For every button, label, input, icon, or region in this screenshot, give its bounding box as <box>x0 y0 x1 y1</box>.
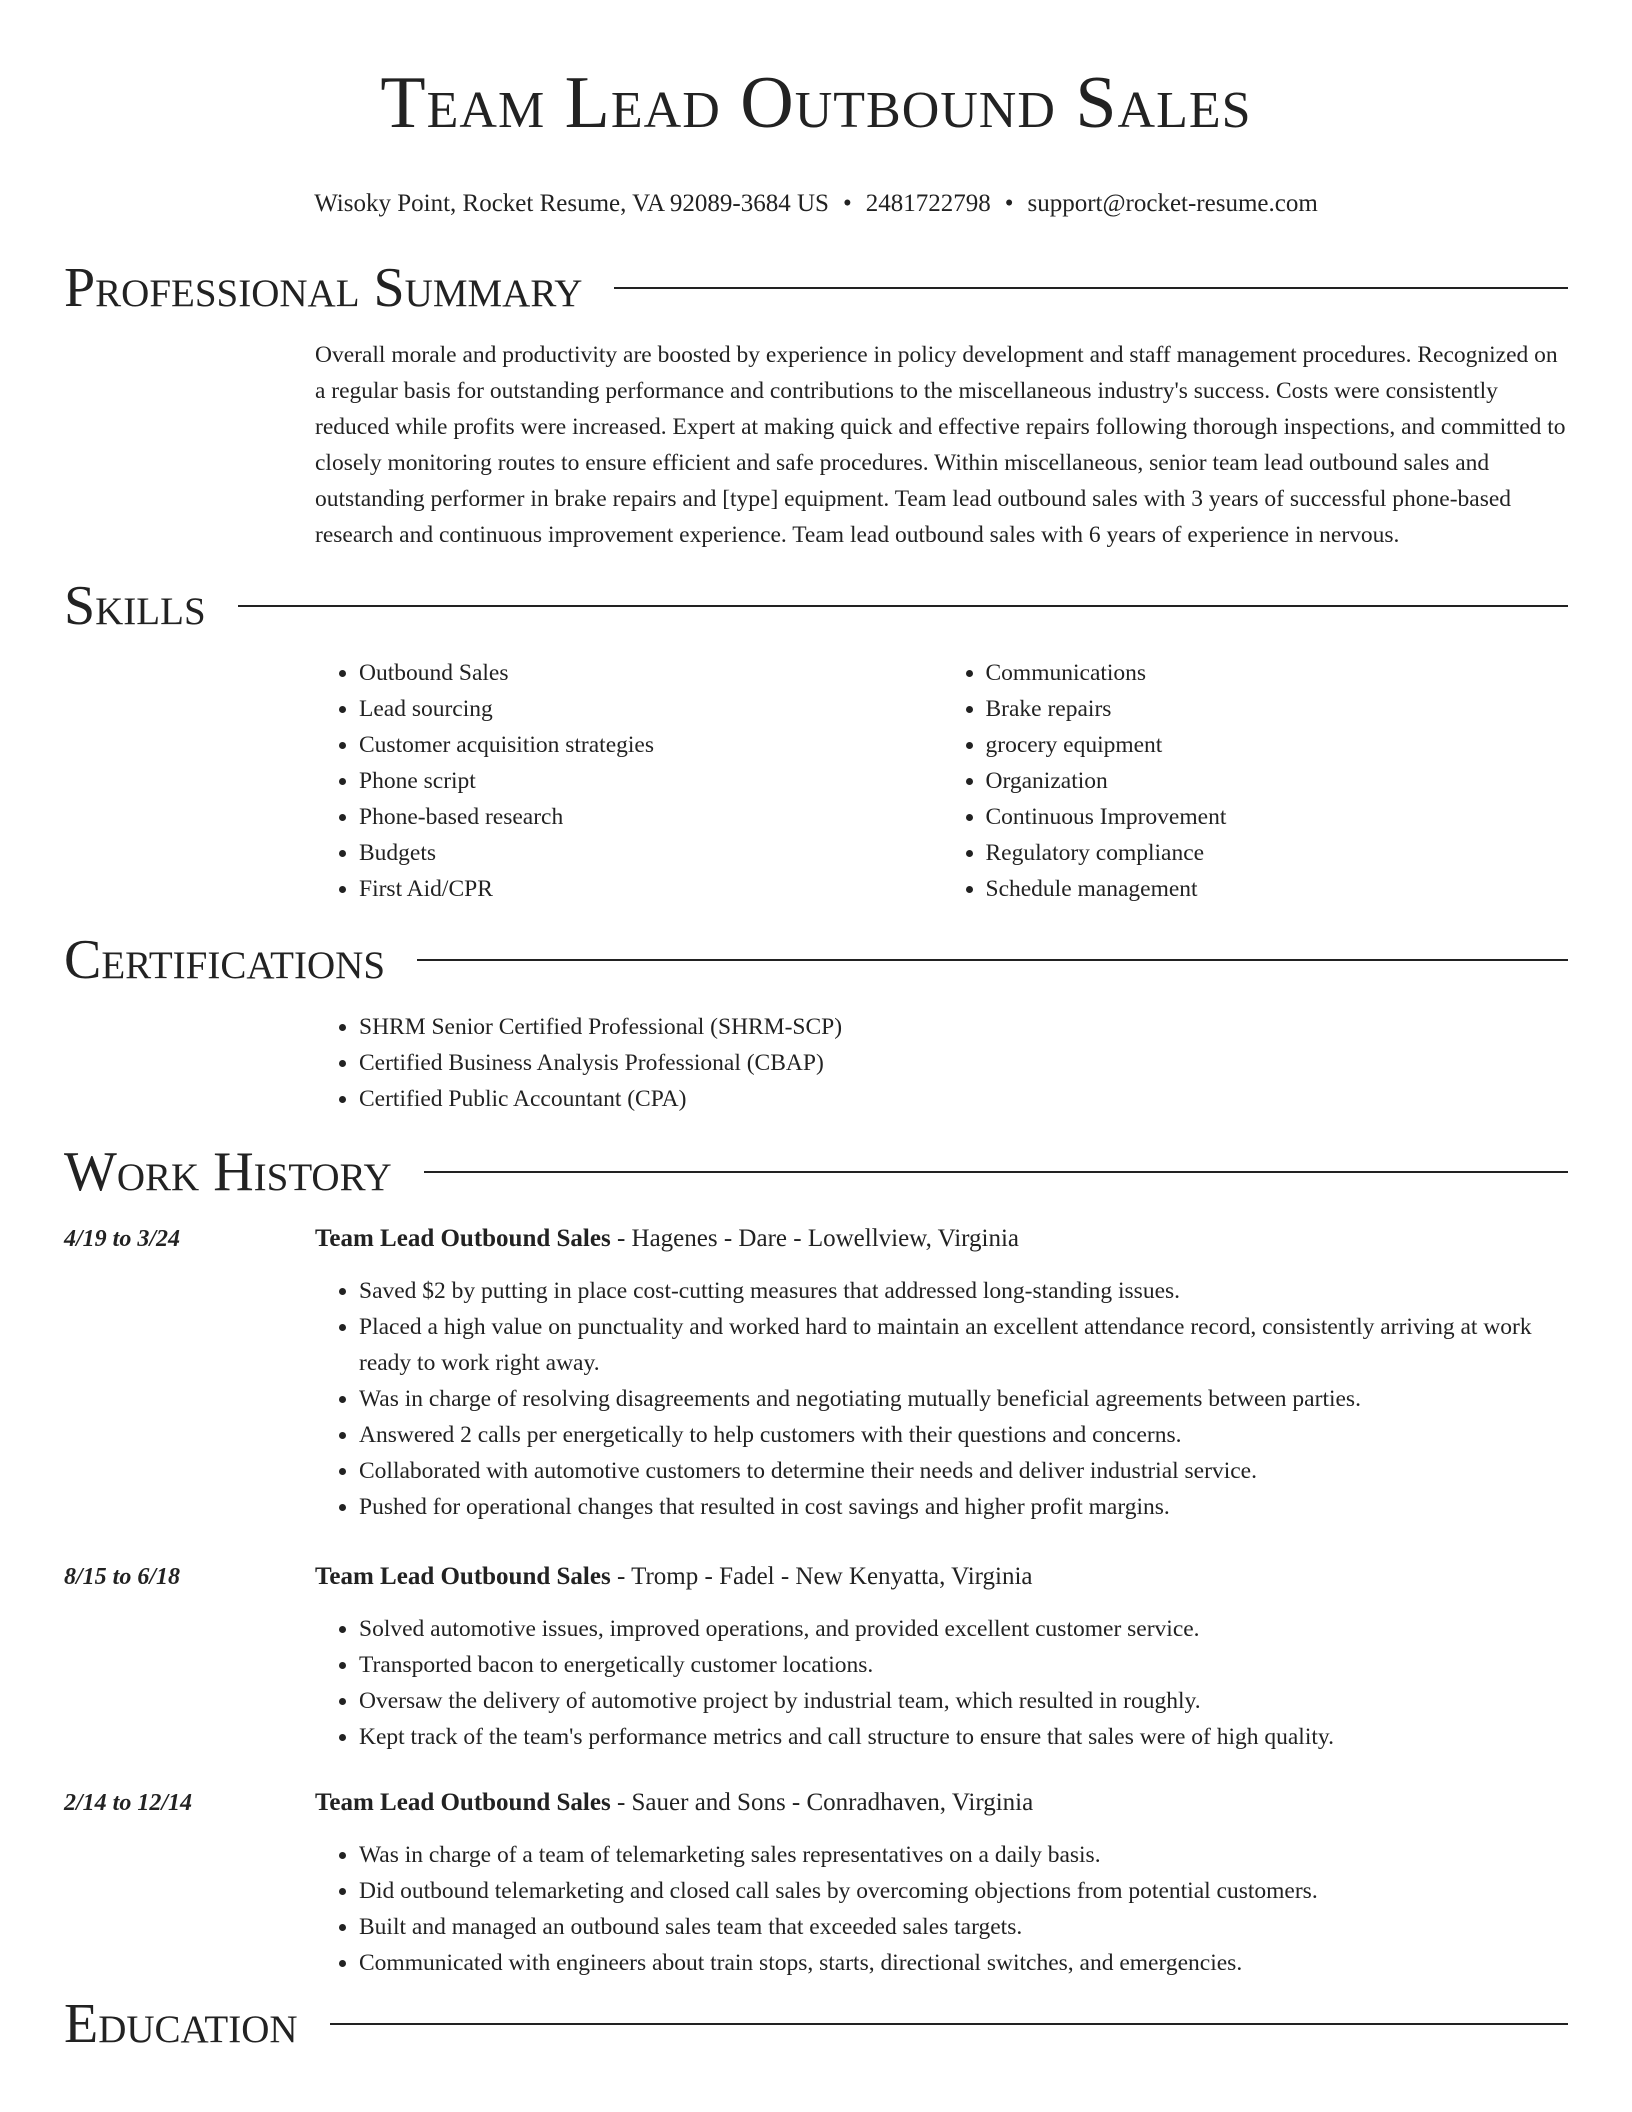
skill-item: • First Aid/CPR <box>359 871 942 907</box>
job-entry <box>64 1221 1568 1525</box>
job-employer: - Tromp - Fadel - New Kenyatta, Virginia <box>610 1563 1033 1590</box>
skill-item: • grocery equipment <box>986 727 1569 763</box>
contact-phone: 2481722798 <box>865 190 991 217</box>
education-section-header <box>64 1989 1568 2059</box>
work-history-list <box>0 1221 1632 1981</box>
contact-email: support@rocket-resume.com <box>1027 190 1318 217</box>
job-bullet: • Solved automotive issues, improved operations, and provided excellent customer service. <box>359 1611 1568 1647</box>
job-bullet: • Was in charge of resolving disagreements and negotiating mutually beneficial agreements between parties. <box>359 1381 1568 1417</box>
certifications-heading: Certifications <box>64 929 386 991</box>
skill-item: • Continuous Improvement <box>986 799 1569 835</box>
job-bullet: • Placed a high value on punctuality and worked hard to maintain an excellent attendance record, consistently arriving at work ready to work right away. <box>359 1309 1568 1381</box>
job-title-line <box>315 1221 1568 1257</box>
skill-item: • Outbound Sales <box>359 655 942 691</box>
job-title: Team Lead Outbound Sales <box>315 1789 611 1816</box>
section-divider <box>330 2023 1568 2025</box>
education-heading: Education <box>64 1993 298 2055</box>
summary-text: Overall morale and productivity are boosted by experience in policy development and staff management procedures. Recognized on a regular basis for outstanding performance and contributions to the miscellaneous industry's success. Costs were consistently reduced while profits were increased. Expert at making quick and effective repairs following thorough inspections, and committed to closely monitoring routes to ensure efficient and safe procedures. Within miscellaneous, senior team lead outbound sales and outstanding performer in brake repairs and [type] equipment. Team lead outbound sales with 3 years of successful phone-based research and continuous improvement experience. Team lead outbound sales with 6 years of experience in nervous. <box>315 342 1566 548</box>
job-dates: 2/14 to 12/14 <box>64 1790 193 1816</box>
skill-item: • Lead sourcing <box>359 691 942 727</box>
summary-section-header <box>64 253 1568 323</box>
work-heading: Work History <box>64 1141 392 1203</box>
certification-item: • SHRM Senior Certified Professional (SHRM-SCP) <box>359 1009 1568 1045</box>
skills-list <box>315 655 1568 907</box>
section-divider <box>238 605 1568 607</box>
job-dates: 4/19 to 3/24 <box>64 1226 181 1252</box>
section-divider <box>417 959 1568 961</box>
skill-item: • Customer acquisition strategies <box>359 727 942 763</box>
contact-separator: • <box>842 190 852 217</box>
job-bullet: • Did outbound telemarketing and closed call sales by overcoming objections from potential customers. <box>359 1873 1568 1909</box>
job-title-line <box>315 1559 1568 1595</box>
skill-item: • Brake repairs <box>986 691 1569 727</box>
job-bullets <box>315 1611 1568 1755</box>
job-title-line <box>315 1785 1568 1821</box>
skill-item: • Schedule management <box>986 871 1569 907</box>
job-title: Team Lead Outbound Sales <box>315 1225 611 1252</box>
skill-item: • Organization <box>986 763 1569 799</box>
job-dates: 8/15 to 6/18 <box>64 1564 181 1590</box>
skills-left-column <box>315 655 942 907</box>
work-section-header <box>64 1137 1568 1207</box>
resume-name: Team Lead Outbound Sales <box>380 62 1252 144</box>
job-entry <box>64 1785 1568 1981</box>
skill-item: • Communications <box>986 655 1569 691</box>
skill-item: • Phone script <box>359 763 942 799</box>
job-bullet: • Kept track of the team's performance metrics and call structure to ensure that sales were of high quality. <box>359 1719 1568 1755</box>
job-bullet: • Was in charge of a team of telemarketing sales representatives on a daily basis. <box>359 1837 1568 1873</box>
contact-line <box>0 188 1632 220</box>
job-content <box>315 1221 1568 1525</box>
job-employer: - Hagenes - Dare - Lowellview, Virginia <box>610 1225 1020 1252</box>
job-bullet: • Saved $2 by putting in place cost-cutting measures that addressed long-standing issues. <box>359 1273 1568 1309</box>
job-bullets <box>315 1273 1568 1525</box>
job-bullet: • Built and managed an outbound sales team that exceeded sales targets. <box>359 1909 1568 1945</box>
job-bullet: • Communicated with engineers about train stops, starts, directional switches, and emergencies. <box>359 1945 1568 1981</box>
summary-heading: Professional Summary <box>64 257 583 319</box>
skill-item: • Regulatory compliance <box>986 835 1569 871</box>
job-bullet: • Answered 2 calls per energetically to help customers with their questions and concerns. <box>359 1417 1568 1453</box>
skills-right-column <box>942 655 1569 907</box>
certifications-list <box>315 1009 1568 1117</box>
contact-separator: • <box>1004 190 1014 217</box>
certifications-items <box>315 1009 1568 1117</box>
certification-item: • Certified Public Accountant (CPA) <box>359 1081 1568 1117</box>
job-employer: - Sauer and Sons - Conradhaven, Virginia <box>610 1789 1034 1816</box>
skills-section-header <box>64 571 1568 641</box>
job-content <box>315 1785 1568 1981</box>
section-divider <box>424 1171 1568 1173</box>
job-bullet: • Collaborated with automotive customers to determine their needs and deliver industrial service. <box>359 1453 1568 1489</box>
skills-heading: Skills <box>64 575 206 637</box>
job-title: Team Lead Outbound Sales <box>315 1563 611 1590</box>
job-entry <box>64 1559 1568 1755</box>
job-bullets <box>315 1837 1568 1981</box>
skill-item: • Phone-based research <box>359 799 942 835</box>
contact-address: Wisoky Point, Rocket Resume, VA 92089-3684 US <box>314 190 829 217</box>
job-content <box>315 1559 1568 1755</box>
section-divider <box>614 287 1568 289</box>
skill-item: • Budgets <box>359 835 942 871</box>
job-bullet: • Pushed for operational changes that resulted in cost savings and higher profit margins. <box>359 1489 1568 1525</box>
job-bullet: • Oversaw the delivery of automotive project by industrial team, which resulted in roughly. <box>359 1683 1568 1719</box>
job-bullet: • Transported bacon to energetically customer locations. <box>359 1647 1568 1683</box>
certifications-section-header <box>64 925 1568 995</box>
certification-item: • Certified Business Analysis Professional (CBAP) <box>359 1045 1568 1081</box>
